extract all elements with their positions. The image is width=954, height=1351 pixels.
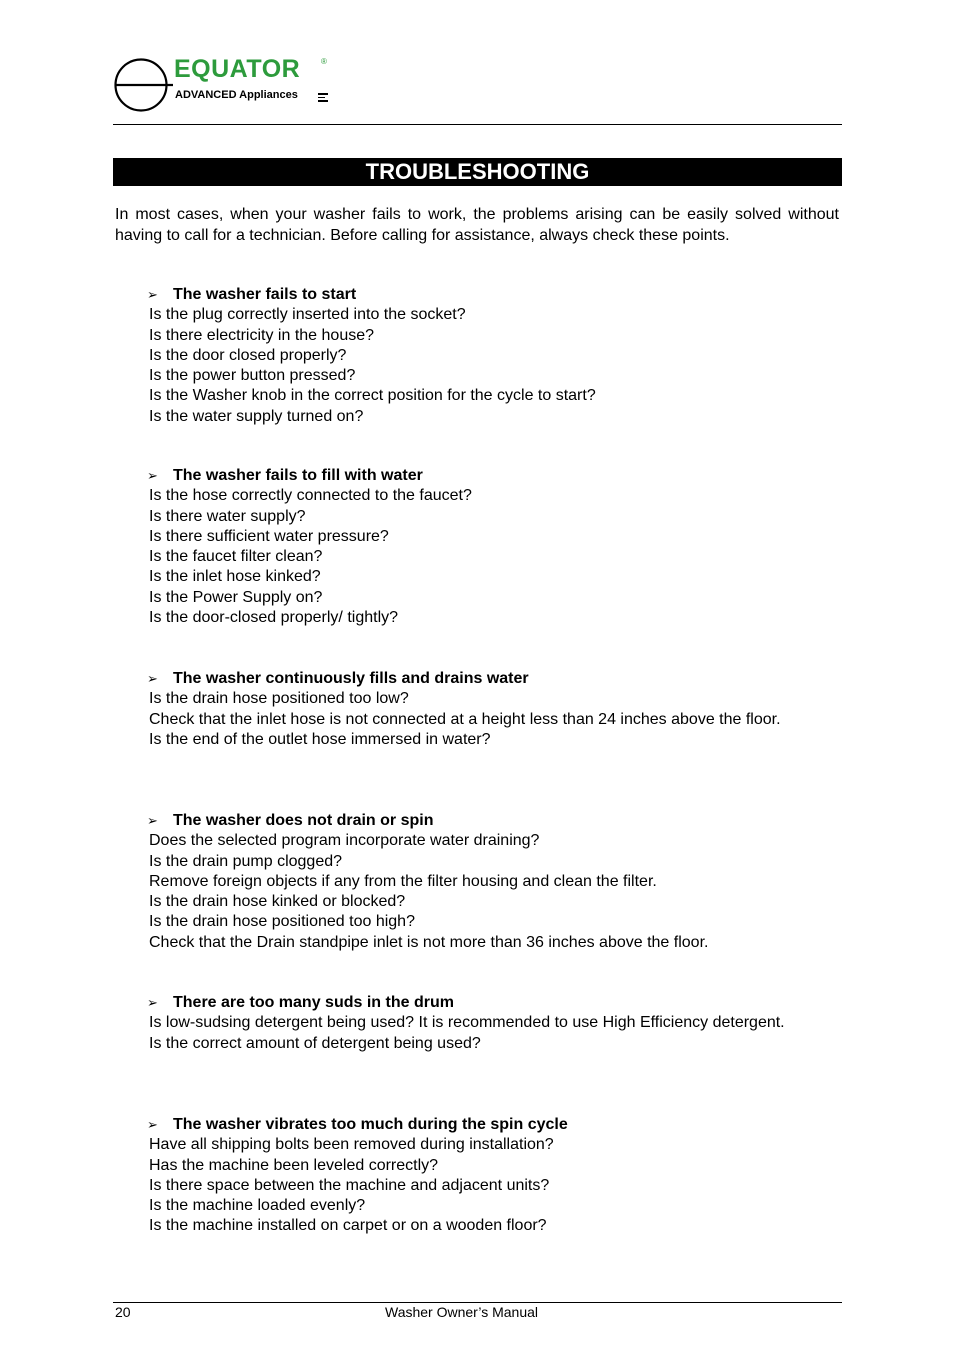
- check-item: Is the end of the outlet hose immersed in water?: [149, 730, 491, 748]
- arrowhead-bullet-icon: ➢: [147, 813, 158, 828]
- section-heading: [147, 669, 839, 689]
- section-5: [147, 993, 839, 1054]
- arrowhead-bullet-icon: ➢: [147, 468, 158, 483]
- arrowhead-bullet-icon: ➢: [147, 1117, 158, 1132]
- check-item: Is the Washer knob in the correct position for the cycle to start?: [149, 387, 596, 405]
- check-item: Is there electricity in the house?: [149, 326, 375, 344]
- equator-logo-icon: [113, 54, 173, 116]
- check-item: Is the drain hose positioned too low?: [149, 690, 409, 708]
- section-heading: [147, 285, 839, 305]
- check-item: Is low-sudsing detergent being used? It is recommended to use High Efficiency detergent.: [149, 1014, 785, 1032]
- section-heading: [147, 466, 839, 486]
- check-item: Is the correct amount of detergent being used?: [149, 1034, 481, 1052]
- brand-name: EQUATOR: [174, 55, 301, 83]
- check-item: Is the faucet filter clean?: [149, 548, 323, 566]
- section-heading-text: The washer does not drain or spin: [173, 812, 434, 829]
- arrowhead-bullet-icon: ➢: [147, 671, 158, 686]
- section-heading: [147, 1115, 839, 1135]
- check-item: Is the machine installed on carpet or on a wooden floor?: [149, 1217, 547, 1235]
- registered-mark: ®: [321, 57, 327, 66]
- section-4: [147, 811, 839, 953]
- header-rule: [113, 124, 842, 125]
- section-heading: [147, 811, 839, 831]
- section-6: [147, 1115, 839, 1237]
- check-item: Is the drain hose kinked or blocked?: [149, 893, 406, 911]
- check-item: Is the drain pump clogged?: [149, 852, 343, 870]
- section-2: [147, 466, 839, 628]
- intro-paragraph: In most cases, when your washer fails to work, the problems arising can be easily solved without having to call for a technician. Before calling for assistance, always check these points.: [115, 206, 839, 244]
- page-title: TROUBLESHOOTING: [113, 158, 842, 186]
- arrowhead-bullet-icon: ➢: [147, 287, 158, 302]
- check-item: Have all shipping bolts been removed during installation?: [149, 1136, 554, 1154]
- footer-manual-title: Washer Owner’s Manual: [385, 1304, 539, 1320]
- tagline-bars-icon: [318, 93, 328, 102]
- section-heading-text: The washer continuously fills and drains water: [173, 670, 529, 687]
- check-item: Is the power button pressed?: [149, 367, 356, 385]
- check-item: Does the selected program incorporate water draining?: [149, 832, 540, 850]
- footer-rule: [113, 1302, 842, 1303]
- section-3: [147, 669, 839, 750]
- check-item: Is the hose correctly connected to the faucet?: [149, 487, 472, 505]
- arrowhead-bullet-icon: ➢: [147, 995, 158, 1010]
- check-item: Is the inlet hose kinked?: [149, 568, 321, 586]
- check-item: Check that the inlet hose is not connected at a height less than 24 inches above the floor.: [149, 710, 781, 728]
- check-item: Has the machine been leveled correctly?: [149, 1156, 439, 1174]
- check-item: Is the machine loaded evenly?: [149, 1197, 366, 1215]
- check-item: Remove foreign objects if any from the filter housing and clean the filter.: [149, 872, 657, 890]
- check-item: Is there sufficient water pressure?: [149, 527, 389, 545]
- section-heading-text: There are too many suds in the drum: [173, 994, 454, 1011]
- section-1: [147, 285, 839, 427]
- check-item: Is the door closed properly?: [149, 346, 347, 364]
- section-heading-text: The washer fails to fill with water: [173, 467, 423, 484]
- brand-tagline: ADVANCED Appliances: [175, 89, 298, 101]
- check-item: Is there space between the machine and adjacent units?: [149, 1176, 550, 1194]
- check-item: Is the water supply turned on?: [149, 407, 364, 425]
- section-heading: [147, 993, 839, 1013]
- check-item: Is the door-closed properly/ tightly?: [149, 609, 399, 627]
- check-item: Check that the Drain standpipe inlet is not more than 36 inches above the floor.: [149, 933, 709, 951]
- section-heading-text: The washer vibrates too much during the spin cycle: [173, 1116, 568, 1133]
- section-heading-text: The washer fails to start: [173, 286, 357, 303]
- check-item: Is the drain hose positioned too high?: [149, 913, 415, 931]
- check-item: Is there water supply?: [149, 507, 306, 525]
- check-item: Is the Power Supply on?: [149, 588, 323, 606]
- page-number: 20: [115, 1304, 131, 1320]
- check-item: Is the plug correctly inserted into the socket?: [149, 306, 466, 324]
- equator-logo: [113, 54, 343, 116]
